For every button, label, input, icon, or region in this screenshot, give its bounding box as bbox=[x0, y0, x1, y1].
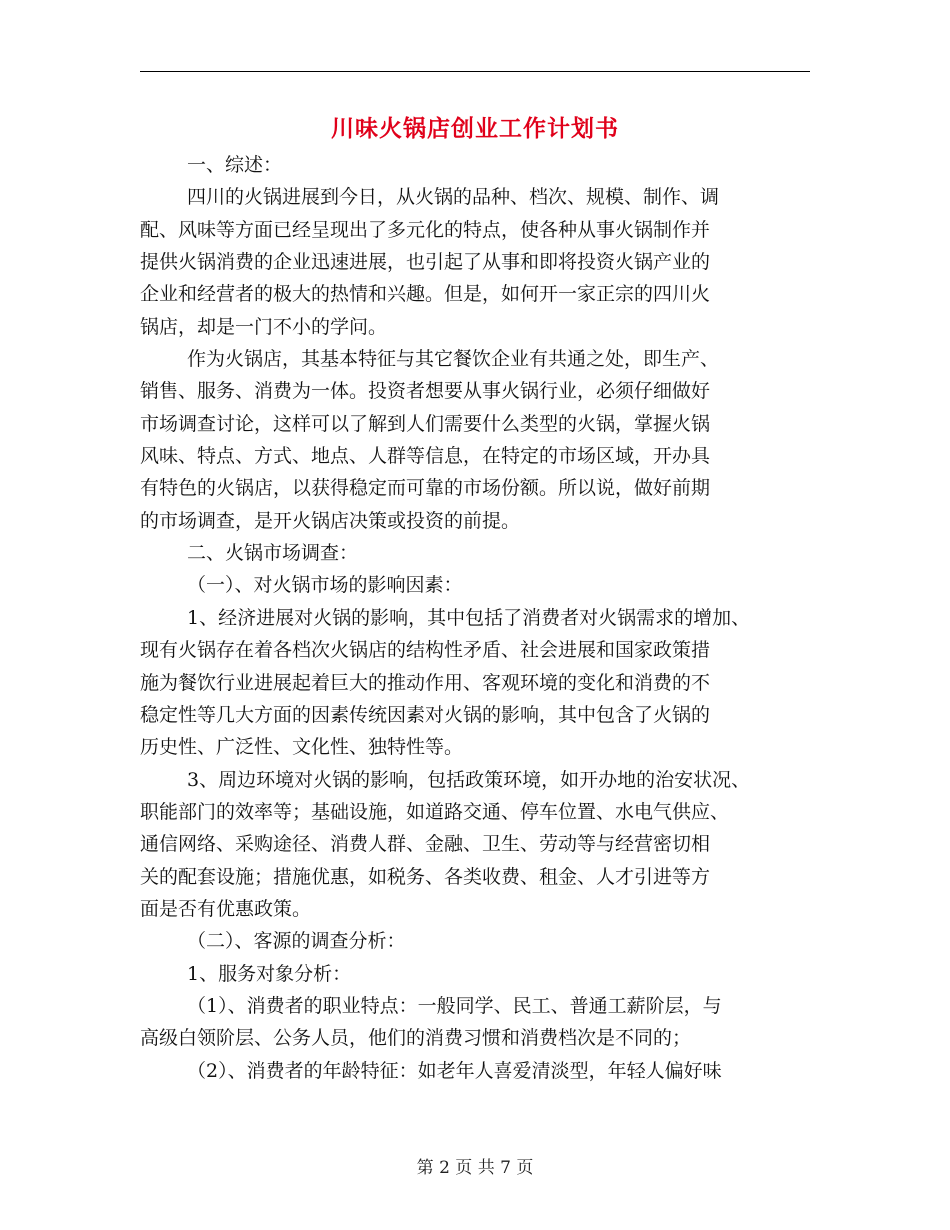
paragraph-line: 四川的火锅进展到今日，从火锅的品种、档次、规模、制作、调 bbox=[187, 186, 720, 209]
paragraph-line: 1、经济进展对火锅的影响，其中包括了消费者对火锅需求的增加、 bbox=[187, 606, 751, 629]
paragraph-line: 3、周边环境对火锅的影响，包括政策环境，如开办地的治安状况、 bbox=[187, 768, 751, 791]
paragraph-line: 风味、特点、方式、地点、人群等信息，在特定的市场区域，开办具 bbox=[140, 445, 711, 468]
paragraph-line: 二、火锅市场调查： bbox=[187, 542, 359, 565]
paragraph-line: 提供火锅消费的企业迅速进展，也引起了从事和即将投资火锅产业的 bbox=[140, 251, 711, 274]
paragraph-line: 面是否有优惠政策。 bbox=[140, 897, 312, 920]
paragraph-line: 施为餐饮行业进展起着巨大的推动作用、客观环境的变化和消费的不 bbox=[140, 671, 711, 694]
paragraph-line: 锅店，却是一门不小的学问。 bbox=[140, 315, 388, 338]
paragraph-line: （二）、客源的调查分析： bbox=[187, 930, 406, 953]
paragraph-line: 稳定性等几大方面的因素传统因素对火锅的影响，其中包含了火锅的 bbox=[140, 703, 711, 726]
paragraph-line: （2）、消费者的年龄特征：如老年人喜爱清淡型，年轻人偏好味 bbox=[187, 1059, 722, 1082]
paragraph-line: 市场调查讨论，这样可以了解到人们需要什么类型的火锅，掌握火锅 bbox=[140, 412, 711, 435]
page-number: 第 2 页 共 7 页 bbox=[416, 1158, 534, 1178]
paragraph-line: 有特色的火锅店，以获得稳定而可靠的市场份额。所以说，做好前期 bbox=[140, 477, 711, 500]
paragraph-line: 高级白领阶层、公务人员，他们的消费习惯和消费档次是不同的； bbox=[140, 1027, 692, 1050]
paragraph-line: 的市场调查，是开火锅店决策或投资的前提。 bbox=[140, 509, 521, 532]
paragraph-line: 销售、服务、消费为一体。投资者想要从事火锅行业，必须仔细做好 bbox=[140, 380, 711, 403]
header-rule bbox=[140, 71, 810, 72]
paragraph-line: 企业和经营者的极大的热情和兴趣。但是，如何开一家正宗的四川火 bbox=[140, 283, 711, 306]
paragraph-line: 职能部门的效率等；基础设施，如道路交通、停车位置、水电气供应、 bbox=[140, 800, 730, 823]
document-title: 川味火锅店创业工作计划书 bbox=[331, 115, 619, 142]
paragraph-line: 配、风味等方面已经呈现出了多元化的特点，使各种从事火锅制作并 bbox=[140, 218, 711, 241]
paragraph-line: （1）、消费者的职业特点：一般同学、民工、普通工薪阶层，与 bbox=[187, 994, 722, 1017]
paragraph-line: 历史性、广泛性、文化性、独特性等。 bbox=[140, 736, 464, 759]
paragraph-line: 关的配套设施；措施优惠，如税务、各类收费、租金、人才引进等方 bbox=[140, 865, 711, 888]
paragraph-line: 通信网络、采购途径、消费人群、金融、卫生、劳动等与经营密切相 bbox=[140, 833, 711, 856]
paragraph-line: 一、综述： bbox=[187, 154, 283, 176]
paragraph-line: 作为火锅店，其基本特征与其它餐饮企业有共通之处，即生产、 bbox=[187, 348, 720, 371]
paragraph-line: 现有火锅存在着各档次火锅店的结构性矛盾、社会进展和国家政策措 bbox=[140, 639, 711, 662]
paragraph-line: 1、服务对象分析： bbox=[187, 962, 352, 985]
paragraph-line: （一）、对火锅市场的影响因素： bbox=[187, 574, 463, 597]
document-body bbox=[140, 149, 830, 1087]
